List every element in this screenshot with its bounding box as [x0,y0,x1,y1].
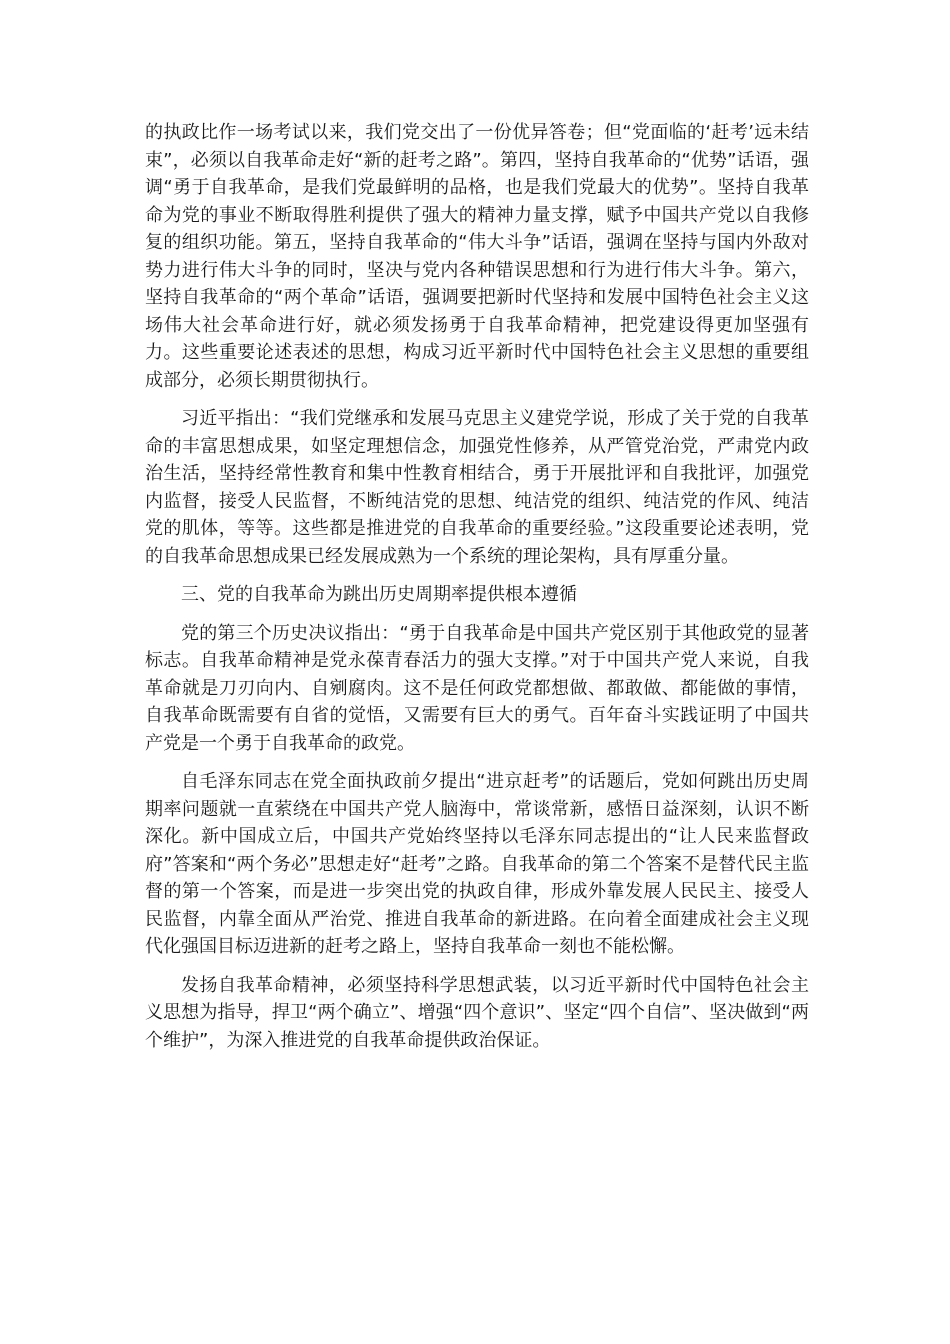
document-body [145,119,809,1065]
paragraph-2: 习近平指出：“我们党继承和发展马克思主义建党学说，形成了关于党的自我革命的丰富思想成果，如坚定理想信念，加强党性修养，从严管党治党，严肃党内政治生活，坚持经常性教育和集中性教育相结合，勇于开展批评和自我批评，加强党内监督，接受人民监督，不断纯洁党的思想、纯洁党的组织、纯洁党的作风、纯洁党的肌体，等等。这些都是推进党的自我革命的重要经验。”这段重要论述表明，党的自我革命思想成果已经发展成熟为一个系统的理论架构，具有厚重分量。 [145,408,809,567]
paragraph-6: 发扬自我革命精神，必须坚持科学思想武装，以习近平新时代中国特色社会主义思想为指导，捍卫“两个确立”、增强“四个意识”、坚定“四个自信”、坚决做到“两个维护”，为深入推进党的自我革命提供政治保证。 [145,974,809,1051]
paragraph-5: 自毛泽东同志在党全面执政前夕提出“进京赶考”的话题后，党如何跳出历史周期率问题就一直萦绕在中国共产党人脑海中，常谈常新，感悟日益深刻，认识不断深化。新中国成立后，中国共产党始终坚持以毛泽东同志提出的“让人民来监督政府”答案和“两个务必”思想走好“赶考”之路。自我革命的第二个答案不是替代民主监督的第一个答案，而是进一步突出党的执政自律，形成外靠发展人民民主、接受人民监督，内靠全面从严治党、推进自我革命的新进路。在向着全面建成社会主义现代化强国目标迈进新的赶考之路上，坚持自我革命一刻也不能松懈。 [145,771,809,957]
section-heading-3: 三、党的自我革命为跳出历史周期率提供根本遵循 [181,584,577,605]
paragraph-4: 党的第三个历史决议指出：“勇于自我革命是中国共产党区别于其他政党的显著标志。自我革命精神是党永葆青春活力的强大支撑。”对于中国共产党人来说，自我革命就是刀刃向内、自剜腐肉。这不是任何政党都想做、都敢做、都能做的事情，自我革命既需要有自省的觉悟，又需要有巨大的勇气。百年奋斗实践证明了中国共产党是一个勇于自我革命的政党。 [145,622,809,754]
paragraph-1: 的执政比作一场考试以来，我们党交出了一份优异答卷；但“党面临的‘赶考’远未结束”，必须以自我革命走好“新的赶考之路”。第四，坚持自我革命的“优势”话语，强调“勇于自我革命，是我们党最鲜明的品格，也是我们党最大的优势”。坚持自我革命为党的事业不断取得胜利提供了强大的精神力量支撑，赋予中国共产党以自我修复的组织功能。第五，坚持自我革命的“伟大斗争”话语，强调在坚持与国内外敌对势力进行伟大斗争的同时，坚决与党内各种错误思想和行为进行伟大斗争。第六，坚持自我革命的“两个革命”话语，强调要把新时代坚持和发展中国特色社会主义这场伟大社会革命进行好，就必须发扬勇于自我革命精神，把党建设得更加坚强有力。这些重要论述表述的思想，构成习近平新时代中国特色社会主义思想的重要组成部分，必须长期贯彻执行。 [145,122,809,391]
